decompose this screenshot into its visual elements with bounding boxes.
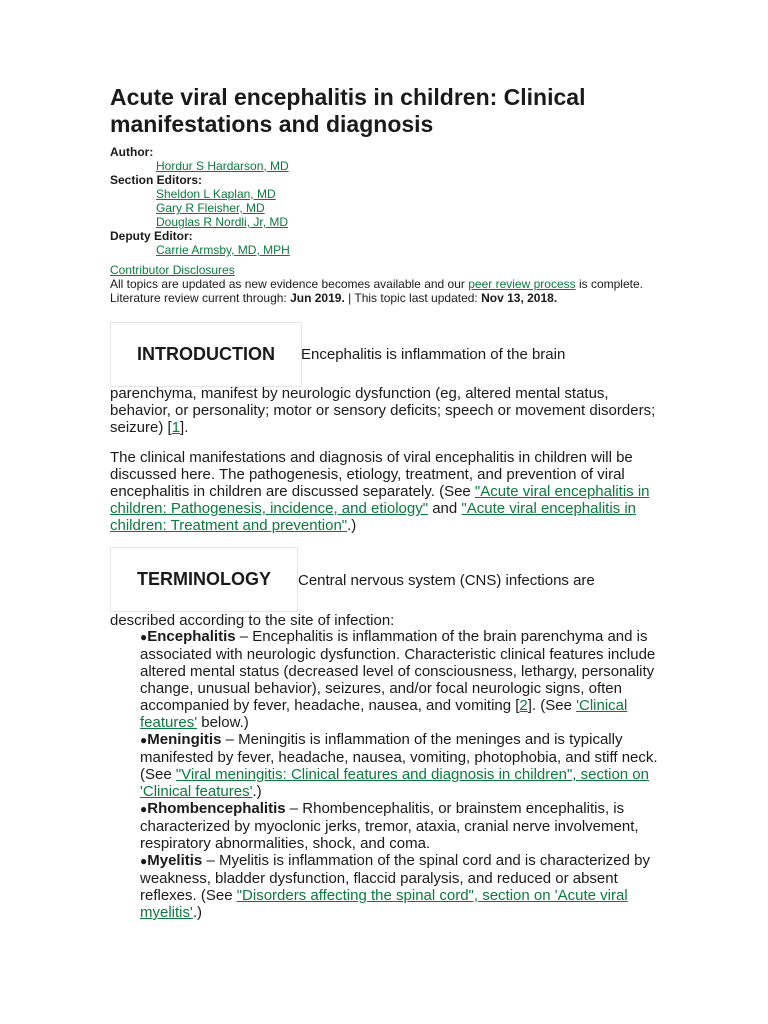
term-description-end: below.)	[197, 714, 249, 731]
reference-2-link[interactable]: 2	[519, 697, 528, 714]
intro-paragraph	[110, 385, 660, 436]
term-description-end: .)	[192, 904, 203, 921]
term-description: – Rhombencephalitis, or brainstem encephalitis, is characterized by myoclonic jerks, tremor, ataxia, cranial nerve involvement, respiratory abnormalities, shock, and coma.	[140, 800, 639, 852]
term-description-cont: ]. (See	[527, 697, 577, 714]
deputy-editor-link[interactable]: Carrie Armsby, MD, MPH	[156, 243, 290, 257]
intro-paragraph-end: ].	[180, 419, 189, 436]
lit-review-date: Jun 2019.	[290, 291, 345, 305]
author-link[interactable]: Hordur S Hardarson, MD	[156, 159, 289, 173]
terminology-first-line: Central nervous system (CNS) infections are	[298, 572, 595, 589]
last-updated-date: Nov 13, 2018.	[481, 291, 558, 305]
term-description: – Meningitis is inflammation of the meninges and is typically manifested by fever, headache, nausea, vomiting, photophobia, and stiff neck. (See	[140, 731, 658, 783]
update-text-end: is complete.	[575, 277, 643, 291]
term-description-end: .)	[252, 783, 262, 800]
lit-review-label: Literature review current through:	[110, 291, 291, 305]
list-item: ●Myelitis – Myelitis is inflammation of the spinal cord and is characterized by weakness, bladder dysfunction, flaccid paralysis, and reduced or absent reflexes. (See "Disorders affecting the spinal cord", section on 'Acute viral myelitis'.)	[140, 852, 650, 921]
intro-first-line: Encephalitis is inflammation of the brain	[301, 346, 566, 363]
viral-meningitis-link[interactable]: "Viral meningitis: Clinical features and diagnosis in children", section on 'Clinical features'	[140, 766, 649, 800]
intro-p2-end: .)	[347, 517, 357, 534]
term-rhombencephalitis: Rhombencephalitis	[147, 800, 286, 817]
list-item: ●Encephalitis – Encephalitis is inflammation of the brain parenchyma and is associated with neurologic dysfunction. Characteristic clinical features include altered mental status (decreased level of consciousness, lethargy, personality change, unusual behavior), seizures, and/or focal neurologic signs, often accompanied by fever, headache, nausea, and vomiting [2]. (See 'Clinical features' below.)	[140, 628, 656, 731]
peer-review-link[interactable]: peer review process	[468, 277, 576, 291]
introduction-heading	[110, 322, 302, 387]
terminology-heading-text: TERMINOLOGY	[137, 569, 271, 589]
list-item: ●Meningitis – Meningitis is inflammation of the meninges and is typically manifested by fever, headache, nausea, vomiting, photophobia, and stiff neck. (See "Viral meningitis: Clinical features and diagnosis in children", section on 'Clinical features'.)	[140, 731, 658, 800]
contributor-disclosures-link[interactable]: Contributor Disclosures	[110, 263, 235, 277]
section-editor-link[interactable]: Douglas R Nordli, Jr, MD	[156, 215, 289, 229]
term-meningitis: Meningitis	[147, 731, 222, 748]
pathogenesis-topic-link[interactable]: "Acute viral encephalitis in children: Pathogenesis, incidence, and etiology"	[110, 483, 650, 517]
intro-paragraph-2	[110, 449, 660, 534]
spinal-cord-link[interactable]: "Disorders affecting the spinal cord", section on 'Acute viral myelitis'	[140, 887, 628, 921]
section-editor-link[interactable]: Gary R Fleisher, MD	[156, 201, 265, 215]
treatment-topic-link[interactable]: "Acute viral encephalitis in children: Treatment and prevention"	[110, 500, 637, 534]
term-description: – Myelitis is inflammation of the spinal cord and is characterized by weakness, bladder dysfunction, flaccid paralysis, and reduced or absent reflexes. (See	[140, 852, 650, 904]
term-encephalitis: Encephalitis	[147, 628, 236, 645]
author-label: Author:	[110, 145, 154, 159]
term-description: – Encephalitis is inflammation of the brain parenchyma and is associated with neurologic dysfunction. Characteristic clinical features include altered mental status (decreased level of consciousness, lethargy, personality change, unusual behavior), seizures, and/or focal neurologic signs, often accompanied by fever, headache, nausea, and vomiting [	[140, 628, 656, 714]
intro-paragraph-text: parenchyma, manifest by neurologic dysfunction (eg, altered mental status, behavior, or personality; motor or sensory deficits; speech or movement disorders; seizure) [	[110, 385, 656, 436]
page-title: Acute viral encephalitis in children: Clinical manifestations and diagnosis	[110, 84, 586, 137]
clinical-features-link[interactable]: 'Clinical features'	[140, 697, 628, 731]
section-editor-link[interactable]: Sheldon L Kaplan, MD	[156, 187, 276, 201]
term-myelitis: Myelitis	[147, 852, 203, 869]
article-metadata	[110, 145, 650, 305]
section-editors-label: Section Editors:	[110, 173, 203, 187]
intro-p2-and: and	[428, 500, 462, 517]
update-text: All topics are updated as new evidence becomes available and our	[110, 277, 469, 291]
intro-p2-text: The clinical manifestations and diagnosis of viral encephalitis in children will be discussed here. The pathogenesis, etiology, treatment, and prevention of viral encephalitis in children are discussed separately. (See	[110, 449, 633, 500]
terminology-list	[140, 628, 660, 921]
terminology-paragraph: described according to the site of infection:	[110, 612, 395, 629]
list-item: ●Rhombencephalitis – Rhombencephalitis, or brainstem encephalitis, is characterized by myoclonic jerks, tremor, ataxia, cranial nerve involvement, respiratory abnormalities, shock, and coma.	[140, 800, 639, 852]
reference-1-link[interactable]: 1	[171, 419, 181, 436]
introduction-heading-text: INTRODUCTION	[137, 344, 275, 364]
update-separator: | This topic last updated:	[344, 291, 482, 305]
terminology-heading	[110, 547, 298, 612]
deputy-editor-label: Deputy Editor:	[110, 229, 193, 243]
